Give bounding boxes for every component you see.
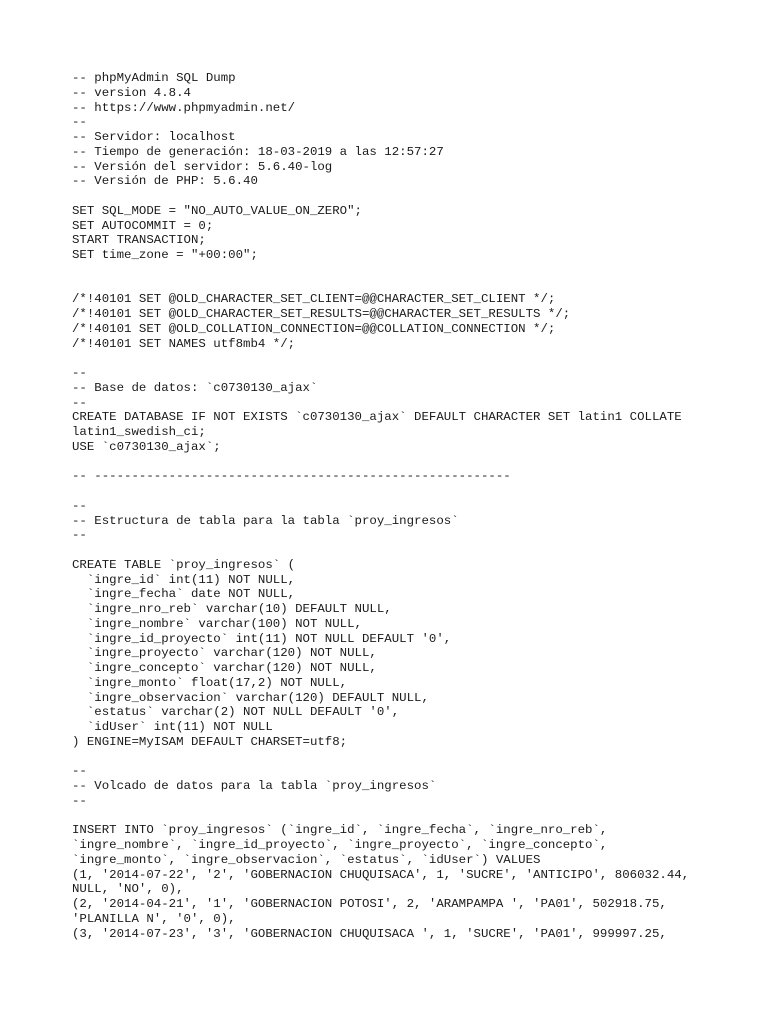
text-line (72, 750, 712, 765)
text-line: `estatus` varchar(2) NOT NULL DEFAULT '0', (72, 705, 400, 720)
text-line: INSERT INTO `proy_ingresos` (`ingre_id`, `ingre_fecha`, `ingre_nro_reb`, (72, 823, 608, 838)
text-line: -- (72, 793, 87, 808)
text-line: -- Versión del servidor: 5.6.40-log (72, 159, 333, 174)
text-line: -- (72, 498, 87, 513)
text-line: -- (72, 528, 87, 543)
text-line: `ingre_id_proyecto` int(11) NOT NULL DEFAULT '0', (72, 631, 452, 646)
text-line: -- (72, 115, 87, 130)
text-line: (1, '2014-07-22', '2', 'GOBERNACION CHUQUISACA', 1, 'SUCRE', 'ANTICIPO', 806032.44, (72, 867, 690, 882)
text-line (72, 543, 712, 558)
text-line: (3, '2014-07-23', '3', 'GOBERNACION CHUQUISACA ', 1, 'SUCRE', 'PA01', 999997.25, (72, 926, 667, 941)
text-line (72, 484, 712, 499)
text-line: -- Tiempo de generación: 18-03-2019 a las 12:57:27 (72, 144, 444, 159)
text-line: `ingre_observacion` varchar(120) DEFAULT NULL, (72, 690, 429, 705)
text-line: /*!40101 SET NAMES utf8mb4 */; (72, 336, 296, 351)
text-line: `ingre_nombre` varchar(100) NOT NULL, (72, 616, 362, 631)
text-line: 'PLANILLA N', '0', 0), (72, 911, 236, 926)
text-line: -- phpMyAdmin SQL Dump (72, 71, 236, 85)
text-line: -- https://www.phpmyadmin.net/ (72, 100, 296, 115)
text-line: -- (72, 764, 87, 779)
text-line: USE `c0730130_ajax`; (72, 439, 221, 454)
text-line (72, 263, 712, 278)
text-line: `ingre_nro_reb` varchar(10) DEFAULT NULL, (72, 602, 392, 616)
text-line: `ingre_fecha` date NOT NULL, (72, 587, 296, 602)
text-line: ) ENGINE=MyISAM DEFAULT CHARSET=utf8; (72, 734, 348, 749)
text-line: -- Versión de PHP: 5.6.40 (72, 174, 258, 189)
sql-dump-text (72, 71, 712, 941)
text-line: SET SQL_MODE = "NO_AUTO_VALUE_ON_ZERO"; (72, 203, 362, 218)
text-line (72, 455, 712, 470)
text-line: `ingre_nombre`, `ingre_id_proyecto`, `ingre_proyecto`, `ingre_concepto`, (72, 838, 608, 852)
text-line (72, 189, 712, 204)
text-line: -- Base de datos: `c0730130_ajax` (72, 380, 318, 395)
text-line: START TRANSACTION; (72, 233, 206, 248)
text-line: `ingre_proyecto` varchar(120) NOT NULL, (72, 646, 377, 661)
text-line (72, 278, 712, 293)
text-line: `ingre_monto`, `ingre_observacion`, `estatus`, `idUser`) VALUES (72, 852, 541, 867)
text-line: -- (72, 366, 87, 380)
text-line: -- -------------------------------------------------------- (72, 469, 511, 484)
text-line: /*!40101 SET @OLD_CHARACTER_SET_CLIENT=@@CHARACTER_SET_CLIENT */; (72, 292, 556, 307)
text-line: `ingre_id` int(11) NOT NULL, (72, 572, 296, 587)
text-line: `ingre_monto` float(17,2) NOT NULL, (72, 675, 348, 690)
text-line: -- Volcado de datos para la tabla `proy_ingresos` (72, 779, 437, 793)
text-line: -- Estructura de tabla para la tabla `proy_ingresos` (72, 513, 459, 528)
text-line: `idUser` int(11) NOT NULL (72, 720, 273, 734)
text-line: -- Servidor: localhost (72, 130, 236, 144)
text-line: -- (72, 395, 87, 410)
text-line: CREATE TABLE `proy_ingresos` ( (72, 557, 296, 572)
text-line: /*!40101 SET @OLD_COLLATION_CONNECTION=@@COLLATION_CONNECTION */; (72, 321, 556, 336)
text-line: /*!40101 SET @OLD_CHARACTER_SET_RESULTS=@@CHARACTER_SET_RESULTS */; (72, 307, 571, 321)
text-line: (2, '2014-04-21', '1', 'GOBERNACION POTOSI', 2, 'ARAMPAMPA ', 'PA01', 502918.75, (72, 897, 667, 911)
text-line: -- version 4.8.4 (72, 85, 191, 100)
text-line: `ingre_concepto` varchar(120) NOT NULL, (72, 661, 377, 675)
text-line (72, 351, 712, 366)
text-line: NULL, 'NO', 0), (72, 882, 184, 897)
text-line: CREATE DATABASE IF NOT EXISTS `c0730130_ajax` DEFAULT CHARACTER SET latin1 COLLATE (72, 410, 682, 425)
text-line (72, 809, 712, 824)
text-line: SET AUTOCOMMIT = 0; (72, 218, 214, 233)
text-line: SET time_zone = "+00:00"; (72, 248, 258, 262)
text-line: latin1_swedish_ci; (72, 425, 206, 439)
